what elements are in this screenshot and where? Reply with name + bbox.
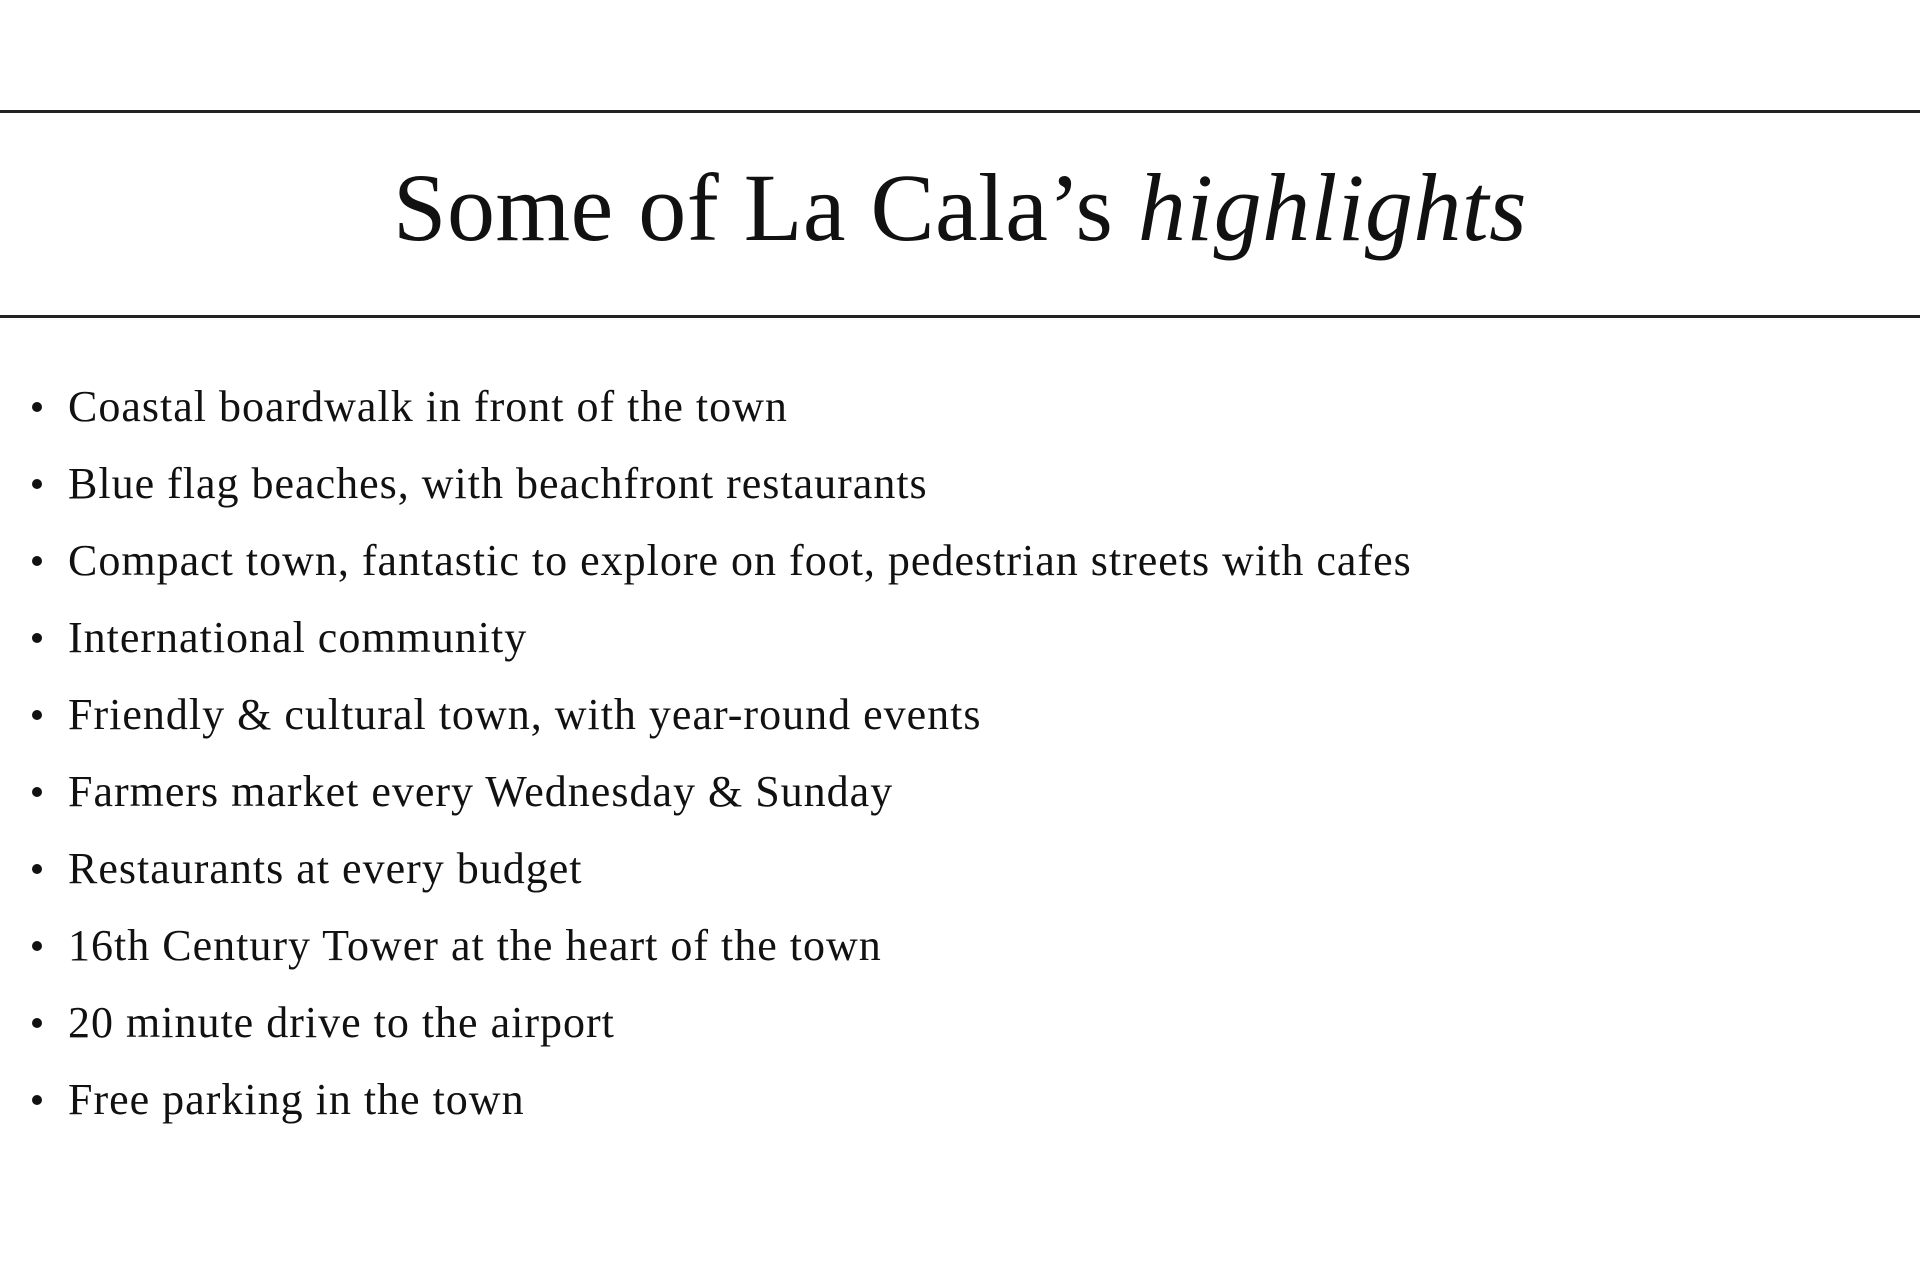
bullet-icon bbox=[32, 941, 42, 951]
bullet-icon bbox=[32, 1095, 42, 1105]
list-item bbox=[26, 522, 1412, 599]
list-item bbox=[26, 753, 1412, 830]
list-item bbox=[26, 368, 1412, 445]
list-item bbox=[26, 676, 1412, 753]
list-item-text: 20 minute drive to the airport bbox=[68, 997, 615, 1047]
list-item-text: Coastal boardwalk in front of the town bbox=[68, 381, 788, 431]
list-item-text: Compact town, fantastic to explore on foot, pedestrian streets with cafes bbox=[68, 535, 1412, 585]
list-item bbox=[26, 830, 1412, 907]
bullet-icon bbox=[32, 1018, 42, 1028]
list-item-text: International community bbox=[68, 612, 528, 662]
bullet-icon bbox=[32, 864, 42, 874]
bullet-icon bbox=[32, 402, 42, 412]
bullet-icon bbox=[32, 710, 42, 720]
list-item-text: Blue flag beaches, with beachfront restaurants bbox=[68, 458, 928, 508]
bottom-divider bbox=[0, 315, 1920, 318]
list-item-text: Farmers market every Wednesday & Sunday bbox=[68, 766, 894, 816]
list-item bbox=[26, 1061, 1412, 1138]
bullet-icon bbox=[32, 479, 42, 489]
page-title bbox=[0, 154, 1920, 261]
list-item-text: 16th Century Tower at the heart of the town bbox=[68, 920, 882, 970]
list-item bbox=[26, 907, 1412, 984]
list-item bbox=[26, 984, 1412, 1061]
list-item-text: Friendly & cultural town, with year-round events bbox=[68, 689, 982, 739]
list-item-text: Free parking in the town bbox=[68, 1074, 525, 1124]
bullet-icon bbox=[32, 787, 42, 797]
bullet-icon bbox=[32, 633, 42, 643]
list-item-text: Restaurants at every budget bbox=[68, 843, 583, 893]
list-item bbox=[26, 445, 1412, 522]
title-italic: highlights bbox=[1137, 154, 1527, 261]
bullet-icon bbox=[32, 556, 42, 566]
highlights-list bbox=[26, 368, 1412, 1138]
list-item bbox=[26, 599, 1412, 676]
top-divider bbox=[0, 110, 1920, 113]
title-plain: Some of La Cala’s bbox=[393, 154, 1114, 261]
